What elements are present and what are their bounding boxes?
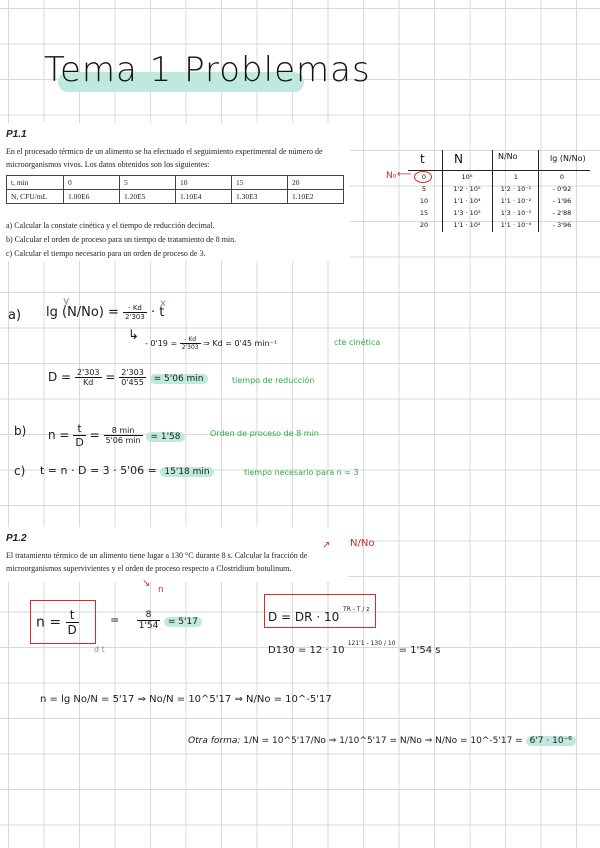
ratio-value: 1'1 · 10⁻⁴ xyxy=(500,221,532,229)
fraction xyxy=(75,368,102,387)
log-value: - 1'96 xyxy=(552,197,572,205)
table-cell: 5 xyxy=(120,176,176,190)
table-divider xyxy=(492,150,493,232)
n-formula xyxy=(36,608,79,637)
d130-result: = 1'54 s xyxy=(398,645,441,656)
n-formula-left: n = xyxy=(36,614,62,631)
equation-a1 xyxy=(46,304,164,321)
problem-1-2-statement: El tratamiento térmico de un alimento tiene lugar a 130 °C durante 8 s. Calcular la fracción de microorganismos supervivientes y el orden de proceso respecto a Clostridium botulinum. xyxy=(6,551,308,573)
d130-body: D130 = 12 · 10 xyxy=(268,645,345,656)
handwritten-data-table xyxy=(380,150,590,235)
fraction xyxy=(66,608,79,637)
ratio-arrow: ↗ xyxy=(322,540,331,551)
t-value: 5 xyxy=(421,185,427,193)
hook-arrow: ↳ xyxy=(128,328,139,343)
fraction-num: - Kd xyxy=(123,304,147,313)
header-underline xyxy=(408,170,590,171)
question-a: a) Calcular la constate cinética y el tiempo de reducción decimal. xyxy=(6,221,215,230)
other-form-result: 6'7 · 10⁻⁶ xyxy=(526,736,576,746)
table-cell: 1.10E4 xyxy=(176,190,232,204)
ratio-value: 1'3 · 10⁻³ xyxy=(500,209,532,217)
problem-1-2-heading: P1.2 xyxy=(6,533,27,544)
fraction-num: t xyxy=(73,422,85,436)
d130-formula xyxy=(268,640,441,656)
solution-c-label: c) xyxy=(14,464,26,478)
t-value: 0 xyxy=(421,173,427,181)
fraction-num: 8 min xyxy=(104,426,143,436)
dr-formula-exp: TR - T / z xyxy=(343,606,370,613)
fraction-num: 2'303 xyxy=(76,368,100,377)
log-value: - 3'96 xyxy=(552,221,572,229)
fraction-den: 2'303 xyxy=(125,313,145,321)
fraction xyxy=(123,304,147,321)
table-divider xyxy=(538,150,539,232)
t-value: 15 xyxy=(419,209,429,217)
fraction xyxy=(104,426,143,445)
n-value: 10⁶ xyxy=(461,173,473,181)
log-value: - 0'92 xyxy=(552,185,572,193)
dt-note: d t xyxy=(94,645,105,654)
table-cell: N, CFU/mL xyxy=(7,190,64,204)
equation-c xyxy=(40,464,214,477)
equation-a1-t: · t xyxy=(150,305,165,320)
other-form-label: Otra forma: xyxy=(188,736,241,746)
note-orden-proceso: Orden de proceso de 8 min xyxy=(210,429,319,438)
fraction-num: - Kd xyxy=(180,336,201,344)
equation-a2 xyxy=(145,336,277,351)
table-row xyxy=(7,176,344,190)
equation-c-body: t = n · D = 3 · 5'06 = xyxy=(40,464,157,477)
note-tiempo-necesario: tiempo necesario para n = 3 xyxy=(244,468,359,477)
n-calc xyxy=(110,610,202,631)
problem-1-1-statement: En el procesado térmico de un alimento se ha efectuado el seguimiento experimental de número de microorganismos vivos. Los datos obtenidos son los siguientes: xyxy=(6,147,323,169)
log-equation: n = lg No/N = 5'17 ⇒ No/N = 10^5'17 ⇒ N/No = 10^-5'17 xyxy=(40,694,332,705)
equation-a1-left: lg (N/No) = xyxy=(46,305,119,320)
n0-arrow: ⟵ xyxy=(397,169,412,180)
table-cell: 1.10E2 xyxy=(288,190,344,204)
header-log: lg (N/No) xyxy=(550,154,586,163)
table-cell: t, min xyxy=(7,176,64,190)
header-ratio: N/No xyxy=(498,152,518,161)
question-b: b) Calcular el orden de proceso para un tiempo de tratamiento de 8 min. xyxy=(6,235,237,244)
note-tiempo-reduccion: tiempo de reducción xyxy=(232,376,315,385)
table-cell: 15 xyxy=(232,176,288,190)
d130-exp: 121'1 - 130 / 10 xyxy=(347,640,396,647)
log-value: 0 xyxy=(559,173,565,181)
problem-1-2 xyxy=(0,527,348,582)
table-cell: 0 xyxy=(64,176,120,190)
fraction-den: D xyxy=(67,623,77,637)
ratio-annotation: N/No xyxy=(350,538,375,549)
y-mark: y xyxy=(63,294,70,307)
n-arrow: ↘ xyxy=(142,578,151,589)
ratio-value: 1'1 · 10⁻² xyxy=(500,197,532,205)
fraction xyxy=(137,610,161,631)
question-c: c) Calcular el tiempo necesario para un orden de proceso de 3. xyxy=(6,249,206,258)
n-value: 1'1 · 10² xyxy=(453,221,481,229)
n-value: 1'1 · 10⁴ xyxy=(453,197,481,205)
dr-formula xyxy=(268,606,370,624)
n-annotation: n xyxy=(158,585,164,595)
equation-b: n = $\frac{t}{D}$ = $\frac{8 \min}{5'06 \min}$ = 1'58 xyxy=(48,422,185,449)
equation-a2-left: - 0'19 = xyxy=(145,339,178,348)
fraction xyxy=(180,336,201,351)
fraction-num: t xyxy=(66,608,79,623)
fraction-den: 5'06 min xyxy=(105,436,141,445)
page-title: Tema 1 Problemas xyxy=(44,50,371,90)
t-value: 20 xyxy=(419,221,429,229)
fraction xyxy=(73,422,85,449)
fraction-den: 2'303 xyxy=(181,344,199,351)
equation-a3-left: D = xyxy=(48,370,72,384)
fraction-den: D xyxy=(75,436,84,449)
table-divider xyxy=(442,150,443,232)
n-calc-eq: = xyxy=(110,613,120,627)
table-row xyxy=(7,190,344,204)
fraction-num: 8 xyxy=(137,610,161,621)
fraction-num: 2'303 xyxy=(121,368,144,377)
equation-a2-result: ⇒ Kd = 0'45 min⁻¹ xyxy=(203,339,278,348)
equation-b-result: = 1'58 xyxy=(146,432,184,442)
other-form-eq: 1/N = 10^5'17/No ⇒ 1/10^5'17 = N/No ⇒ N/No = 10^-5'17 = xyxy=(243,736,523,746)
n0-label: N₀ xyxy=(386,171,397,181)
other-form xyxy=(188,736,576,746)
solution-b-label: b) xyxy=(14,424,27,438)
problem-1-1-table xyxy=(6,175,344,204)
x-mark: x xyxy=(160,298,166,309)
equation-a3 xyxy=(48,368,208,387)
solution-a-label: a) xyxy=(8,308,22,323)
ratio-value: 1 xyxy=(513,173,519,181)
table-cell: 1.20E5 xyxy=(120,190,176,204)
equation-a3-result: = 5'06 min xyxy=(150,374,208,384)
log-value: - 2'88 xyxy=(552,209,572,217)
n-value: 1'2 · 10⁵ xyxy=(453,185,481,193)
fraction xyxy=(119,368,146,387)
table-cell: 1.30E3 xyxy=(232,190,288,204)
t-value: 10 xyxy=(419,197,429,205)
table-cell: 10 xyxy=(176,176,232,190)
equation-c-result: 15'18 min xyxy=(160,467,213,477)
ratio-value: 1'2 · 10⁻¹ xyxy=(500,185,532,193)
n-value: 1'3 · 10³ xyxy=(453,209,481,217)
header-t: t xyxy=(420,152,425,166)
problem-1-1-heading: P1.1 xyxy=(6,129,27,140)
equation-a3-eq: = xyxy=(105,370,116,384)
fraction-den: Kd xyxy=(83,378,94,387)
n-calc-result: = 5'17 xyxy=(164,617,202,627)
problem-1-1 xyxy=(0,123,350,261)
note-cte-cinetica: cte cinética xyxy=(334,338,381,347)
table-cell: 1.00E6 xyxy=(64,190,120,204)
fraction-den: 0'455 xyxy=(121,378,144,387)
header-n: N xyxy=(454,152,463,166)
equation-b-left: n = xyxy=(48,428,70,442)
fraction-den: 1'54 xyxy=(138,621,159,631)
table-cell: 20 xyxy=(288,176,344,190)
dr-formula-body: D = DR · 10 xyxy=(268,610,340,624)
